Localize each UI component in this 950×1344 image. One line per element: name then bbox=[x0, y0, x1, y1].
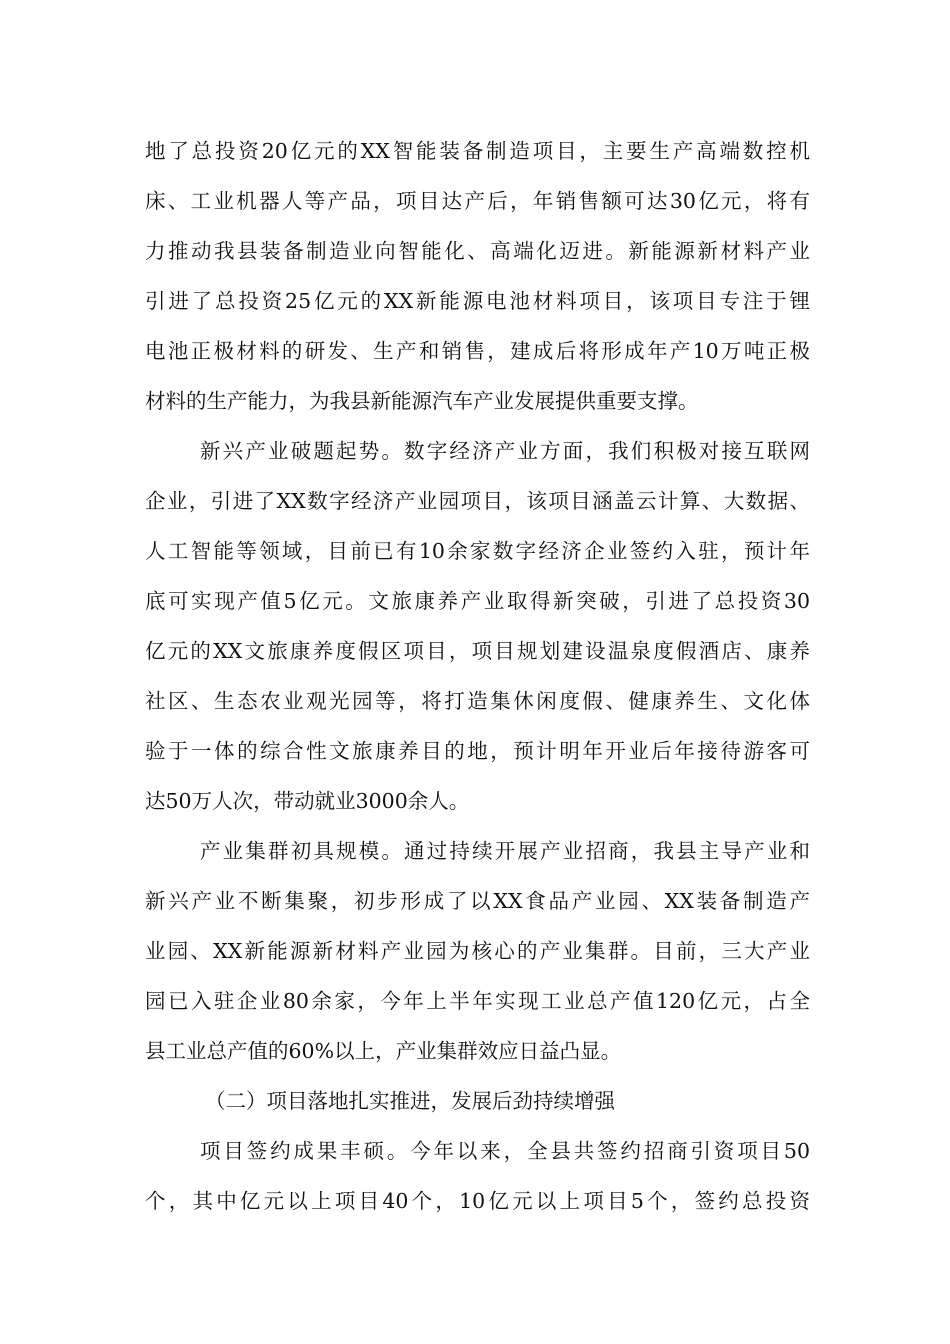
paragraph-line: 新兴产业不断集聚，初步形成了以XX食品产业园、XX装备制造产 bbox=[145, 889, 810, 913]
paragraph-line: 力推动我县装备制造业向智能化、高端化迈进。新能源新材料产业 bbox=[145, 239, 810, 263]
paragraph-line: 人工智能等领域，目前已有10余家数字经济企业签约入驻，预计年 bbox=[145, 539, 810, 563]
paragraph-line: 验于一体的综合性文旅康养目的地，预计明年开业后年接待游客可 bbox=[145, 739, 810, 763]
document-body bbox=[145, 126, 810, 1226]
paragraph-line: 电池正极材料的研发、生产和销售，建成后将形成年产10万吨正极 bbox=[145, 339, 810, 363]
paragraph-line: 亿元的XX文旅康养度假区项目，项目规划建设温泉度假酒店、康养 bbox=[145, 639, 810, 663]
section-heading: （二）项目落地扎实推进，发展后劲持续增强 bbox=[205, 1089, 615, 1113]
paragraph-line: 业园、XX新能源新材料产业园为核心的产业集群。目前，三大产业 bbox=[145, 939, 810, 963]
paragraph-line: 个，其中亿元以上项目40个，10亿元以上项目5个，签约总投资 bbox=[145, 1189, 810, 1213]
paragraph-line: 达50万人次，带动就业3000余人。 bbox=[145, 789, 470, 813]
paragraph-line: 地了总投资20亿元的XX智能装备制造项目，主要生产高端数控机 bbox=[145, 139, 810, 163]
paragraph-line: 床、工业机器人等产品，项目达产后，年销售额可达30亿元，将有 bbox=[145, 189, 810, 213]
paragraph-line: 县工业总产值的60%以上，产业集群效应日益凸显。 bbox=[145, 1039, 622, 1063]
paragraph-line: 企业，引进了XX数字经济产业园项目，该项目涵盖云计算、大数据、 bbox=[145, 489, 810, 513]
paragraph-line: 园已入驻企业80余家，今年上半年实现工业总产值120亿元，占全 bbox=[145, 989, 810, 1013]
paragraph-line: 底可实现产值5亿元。文旅康养产业取得新突破，引进了总投资30 bbox=[145, 589, 810, 613]
paragraph-line: 材料的生产能力，为我县新能源汽车产业发展提供重要支撑。 bbox=[145, 389, 699, 413]
paragraph-line: 社区、生态农业观光园等，将打造集休闲度假、健康养生、文化体 bbox=[145, 689, 810, 713]
paragraph-line: 项目签约成果丰硕。今年以来，全县共签约招商引资项目50 bbox=[200, 1139, 810, 1163]
paragraph-line: 新兴产业破题起势。数字经济产业方面，我们积极对接互联网 bbox=[200, 439, 810, 463]
paragraph-line: 产业集群初具规模。通过持续开展产业招商，我县主导产业和 bbox=[200, 839, 810, 863]
paragraph-line: 引进了总投资25亿元的XX新能源电池材料项目，该项目专注于锂 bbox=[145, 289, 810, 313]
